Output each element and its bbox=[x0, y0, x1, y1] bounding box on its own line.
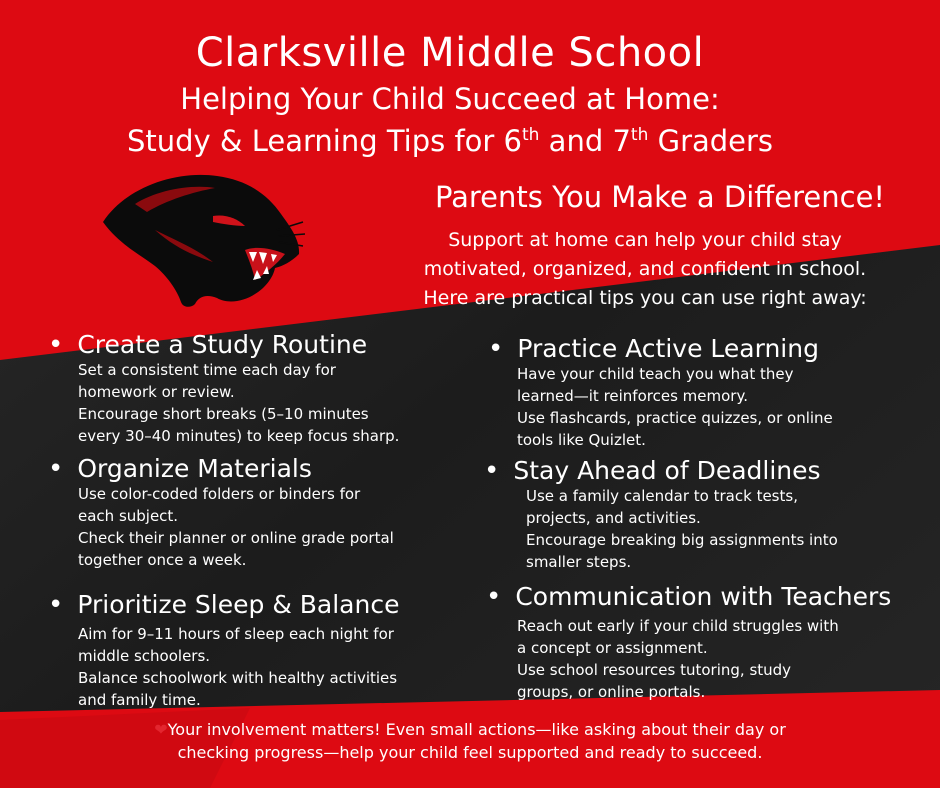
tip-title: Communication with Teachers bbox=[515, 582, 892, 611]
tip-body bbox=[78, 483, 394, 571]
tip-title: Practice Active Learning bbox=[517, 334, 819, 363]
bullet-icon: • bbox=[486, 581, 502, 612]
tip-deadlines bbox=[484, 456, 838, 573]
bullet-icon: • bbox=[488, 333, 504, 364]
tip-line: Encourage breaking big assignments into bbox=[526, 531, 838, 549]
tip-line: Use school resources tutoring, study bbox=[517, 661, 792, 679]
subtitle-line-1: Helping Your Child Succeed at Home: bbox=[180, 82, 720, 116]
tip-active-learning bbox=[488, 334, 833, 451]
tip-body bbox=[517, 615, 891, 703]
intro-line: Support at home can help your child stay bbox=[448, 229, 842, 251]
tip-line: homework or review. bbox=[78, 383, 235, 401]
tip-body bbox=[517, 363, 833, 451]
tip-study-routine bbox=[48, 330, 399, 447]
intro-line: motivated, organized, and confident in school. bbox=[423, 258, 867, 280]
intro-line: Here are practical tips you can use right away: bbox=[423, 287, 867, 309]
tip-title: Stay Ahead of Deadlines bbox=[513, 456, 821, 485]
footer-text-1: Your involvement matters! Even small actions—like asking about their day or bbox=[167, 720, 786, 739]
tip-line: and family time. bbox=[78, 691, 201, 709]
bullet-icon: • bbox=[48, 589, 64, 620]
tip-body bbox=[78, 359, 399, 447]
intro-headline: Parents You Make a Difference! bbox=[434, 180, 886, 214]
bullet-icon: • bbox=[484, 455, 500, 486]
subtitle-text-a: Study & Learning Tips for 6 bbox=[126, 124, 523, 158]
tip-line: middle schoolers. bbox=[78, 647, 211, 665]
tip-line: learned—it reinforces memory. bbox=[517, 387, 748, 405]
tip-line: Encourage short breaks (5–10 minutes bbox=[78, 405, 369, 423]
tip-line: Aim for 9–11 hours of sleep each night for bbox=[78, 625, 394, 643]
tip-line: every 30–40 minutes) to keep focus sharp. bbox=[78, 427, 400, 445]
school-title: Clarksville Middle School bbox=[195, 30, 705, 76]
tip-title: Prioritize Sleep & Balance bbox=[77, 590, 400, 619]
footer-message bbox=[0, 718, 940, 764]
tip-line: Balance schoolwork with healthy activities bbox=[78, 669, 398, 687]
tip-line: Use a family calendar to track tests, bbox=[526, 487, 798, 505]
tip-body bbox=[526, 485, 838, 573]
tip-line: Reach out early if your child struggles with bbox=[517, 617, 839, 635]
tip-title: Create a Study Routine bbox=[77, 330, 368, 359]
tip-line: Use color-coded folders or binders for bbox=[78, 485, 361, 503]
tip-line: together once a week. bbox=[78, 551, 247, 569]
tip-line: a concept or assignment. bbox=[517, 639, 708, 657]
tip-line: each subject. bbox=[78, 507, 179, 525]
tip-line: smaller steps. bbox=[526, 553, 632, 571]
subtitle-line-2 bbox=[0, 120, 900, 162]
heart-icon: ❤ bbox=[154, 720, 168, 739]
tip-line: Check their planner or online grade portal bbox=[78, 529, 394, 547]
footer-line-1 bbox=[0, 718, 940, 741]
tip-line: Use flashcards, practice quizzes, or online bbox=[517, 409, 833, 427]
subtitle-sup-1: th bbox=[522, 125, 540, 145]
subtitle-text-b: and 7 bbox=[539, 124, 631, 158]
bullet-icon: • bbox=[48, 329, 64, 360]
tip-sleep-balance bbox=[48, 590, 399, 711]
tip-line: Set a consistent time each day for bbox=[78, 361, 336, 379]
tip-line: Have your child teach you what they bbox=[517, 365, 794, 383]
tip-communication bbox=[486, 582, 891, 703]
intro-text bbox=[380, 226, 910, 313]
tip-organize-materials bbox=[48, 454, 394, 571]
panther-mascot-icon bbox=[95, 170, 305, 310]
subtitle-sup-2: th bbox=[630, 125, 649, 145]
footer-line-2: checking progress—help your child feel supported and ready to succeed. bbox=[177, 743, 763, 762]
tip-line: projects, and activities. bbox=[526, 509, 701, 527]
tip-line: tools like Quizlet. bbox=[517, 431, 646, 449]
tip-body bbox=[78, 623, 399, 711]
subtitle-text-c: Graders bbox=[648, 124, 774, 158]
tip-line: groups, or online portals. bbox=[517, 683, 706, 701]
bullet-icon: • bbox=[48, 453, 64, 484]
tip-title: Organize Materials bbox=[77, 454, 312, 483]
